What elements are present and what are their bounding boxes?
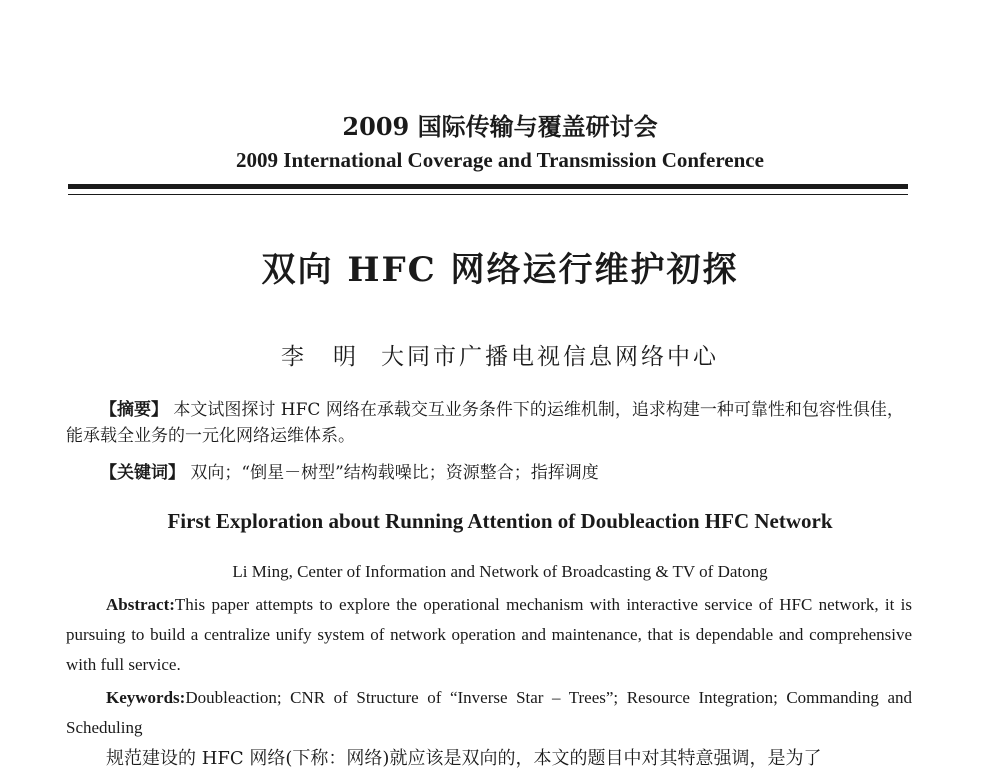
abstract-label-cn: 【摘要】 [100, 400, 168, 420]
abstract-text-cn: 本文试图探讨 HFC 网络在承载交互业务条件下的运维机制，追求构建一种可靠性和包容性俱佳，能承载全业务的一元化网络运维体系。 [66, 400, 904, 446]
author-name-cn: 李 明 [281, 344, 359, 370]
abstract-cn [66, 397, 912, 449]
keywords-label-cn: 【关键词】 [100, 463, 185, 483]
abstract-text-en: This paper attempts to explore the operational mechanism with interactive service of HFC network, it is pursuing to build a centralize unify system of network operation and maintenance, that is dependable and comprehensive with full service. [66, 595, 912, 674]
body-first-line: 规范建设的 HFC 网络(下称：网络)就应该是双向的，本文的题目中对其特意强调，是为了 [106, 748, 822, 769]
author-affiliation-cn: 大同市广播电视信息网络中心 [381, 344, 719, 370]
keywords-text-cn: 双向；“倒星－树型”结构载噪比；资源整合；指挥调度 [190, 463, 599, 483]
keywords-text-en: Doubleaction; CNR of Structure of “Inverse Star – Trees”; Resource Integration; Commanding and Scheduling [66, 688, 912, 737]
conference-title-en: 2009 International Coverage and Transmission Conference [236, 148, 764, 172]
conference-title-cn: 2009 国际传输与覆盖研讨会 [342, 112, 658, 141]
abstract-label-en: Abstract: [106, 595, 175, 614]
author-line-en: Li Ming, Center of Information and Network of Broadcasting & TV of Datong [232, 562, 768, 581]
header-rule-thick [68, 184, 908, 189]
abstract-en [66, 590, 912, 680]
paper-title-cn: 双向 HFC 网络运行维护初探 [261, 250, 739, 290]
author-line-cn [0, 338, 1000, 371]
keywords-label-en: Keywords: [106, 688, 186, 707]
keywords-en [66, 683, 912, 743]
paper-title-en: First Exploration about Running Attention of Doubleaction HFC Network [167, 509, 833, 533]
header-rule-thin [68, 194, 908, 195]
keywords-cn [100, 460, 912, 486]
